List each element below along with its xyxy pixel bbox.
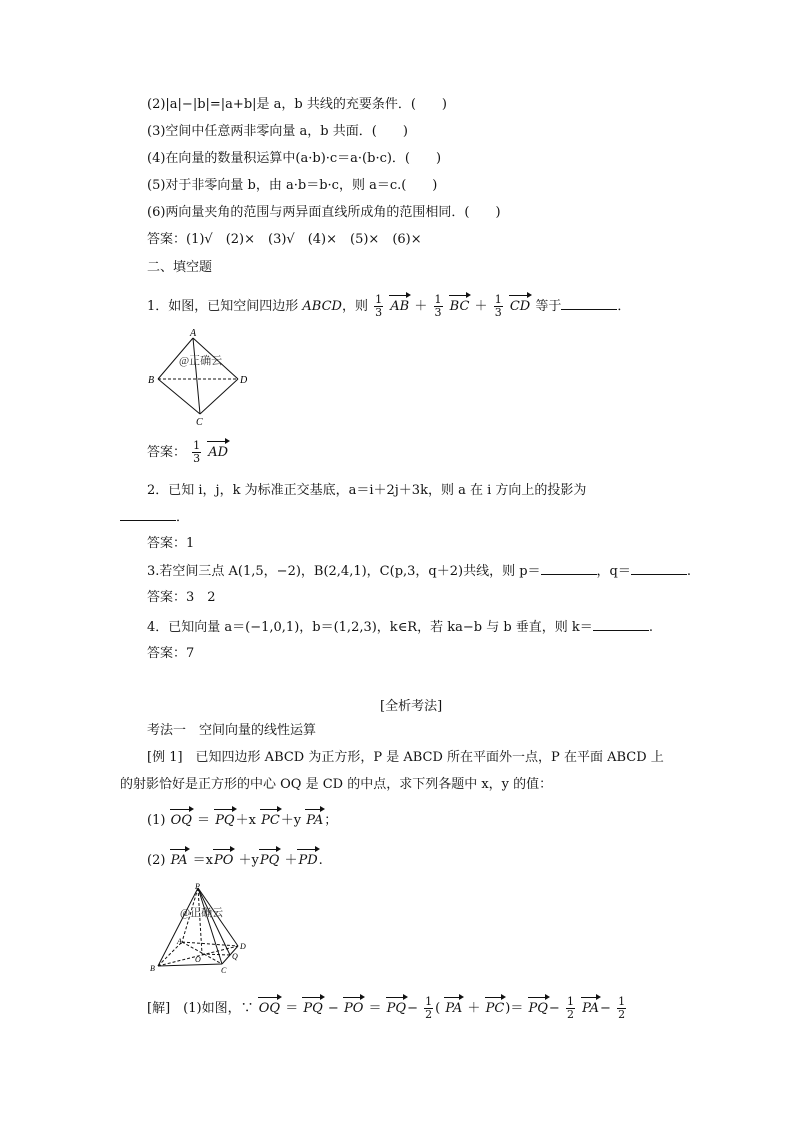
label-P: P — [195, 882, 200, 891]
judge-answer: 答案：(1)√ (2)× (3)√ (4)× (5)× (6)× — [147, 232, 422, 247]
judge-item-4: (4)在向量的数量积运算中(a·b)·c＝a·(b·c)．( ) — [147, 151, 442, 166]
section-heading-fill: 二、填空题 — [147, 260, 213, 275]
watermark: @正确云 — [180, 907, 224, 919]
figure-pyramid — [146, 882, 258, 974]
example-line-2: 的射影恰好是正方形的中心 OQ 是 CD 的中点，求下列各题中 x，y 的值： — [120, 777, 553, 792]
example-q1: (1) OQ ＝ PQ＋x PC＋y PA； — [147, 813, 338, 828]
label-D: D — [240, 942, 246, 951]
method-heading: 考法一 空间向量的线性运算 — [147, 723, 317, 738]
analysis-title: [全析考法] — [380, 699, 443, 714]
vector-AD: AD — [208, 445, 229, 460]
answer-blank — [561, 297, 617, 310]
problem-1-answer: 答案： $\frac{1}{3}$ AD — [147, 439, 229, 465]
fraction-one-third: $\frac{1}{3}$ — [434, 293, 442, 319]
vector-AB: AB — [390, 299, 410, 314]
example-q2: (2) PA ＝xPO ＋yPQ ＋PD. — [147, 853, 323, 868]
fraction-one-third: $\frac{1}{3}$ — [494, 293, 502, 319]
label-A: A — [177, 937, 182, 946]
answer-blank — [593, 618, 649, 631]
fraction-one-third: $\frac{1}{3}$ — [375, 293, 383, 319]
problem-4-answer: 答案：7 — [147, 646, 195, 661]
answer-blank — [541, 562, 597, 575]
problem-2: 2．已知 i，j，k 为标准正交基底，a＝i＋2j＋3k，则 a 在 i 方向上的投影为 — [147, 483, 587, 498]
watermark: @正确云 — [179, 355, 223, 367]
example-line-1: [例 1] 已知四边形 ABCD 为正方形，P 是 ABCD 所在平面外一点，P 在平面 ABCD 上 — [147, 750, 664, 765]
label-C: C — [221, 966, 227, 974]
answer-blank — [631, 562, 687, 575]
judge-item-3: (3)空间中任意两非零向量 a，b 共面．( ) — [147, 124, 408, 139]
label-A: A — [190, 328, 197, 339]
judge-item-6: (6)两向量夹角的范围与两异面直线所成角的范围相同．( ) — [147, 205, 501, 220]
judge-item-2: (2)|a|−|b|=|a+b|是 a，b 共线的充要条件．( ) — [147, 97, 447, 112]
judge-item-5: (5)对于非零向量 b，由 a·b＝b·c，则 a＝c.( ) — [147, 178, 438, 193]
vector-BC: BC — [449, 299, 470, 314]
problem-2-blank: ． — [120, 508, 189, 527]
problem-2-answer: 答案：1 — [147, 536, 195, 551]
problem-3-answer: 答案：3 2 — [147, 590, 216, 605]
answer-blank — [120, 508, 176, 521]
problem-3: 3.若空间三点 A(1,5，−2)，B(2,4,1)，C(p,3，q＋2)共线，则 p＝ ，q＝ . — [147, 564, 692, 579]
label-C: C — [196, 417, 203, 426]
solution-line: [解] (1)如图，∵ OQ ＝ PQ − PO ＝ PQ− $\frac{1}{2}$ ( PA ＋ PC)＝ PQ− $\frac{1}{2}$ PA− $\frac{1}{2}$ — [147, 995, 626, 1021]
figure-quadrilateral — [145, 326, 255, 426]
label-D: D — [240, 375, 248, 386]
label-O: O — [195, 955, 201, 964]
label-B: B — [148, 375, 155, 386]
problem-4: 4．已知向量 a＝(−1,0,1)，b＝(1,2,3)，k∈R，若 ka−b 与 b 垂直，则 k＝ . — [147, 620, 653, 635]
problem-1: 1．如图，已知空间四边形 ABCD，则 $\frac{1}{3}$ AB ＋ $\frac{1}{3}$ BC ＋ $\frac{1}{3}$ CD 等于 ． — [147, 293, 631, 319]
vector-CD: CD — [509, 299, 531, 314]
label-Q: Q — [232, 952, 238, 961]
label-B: B — [150, 964, 155, 973]
